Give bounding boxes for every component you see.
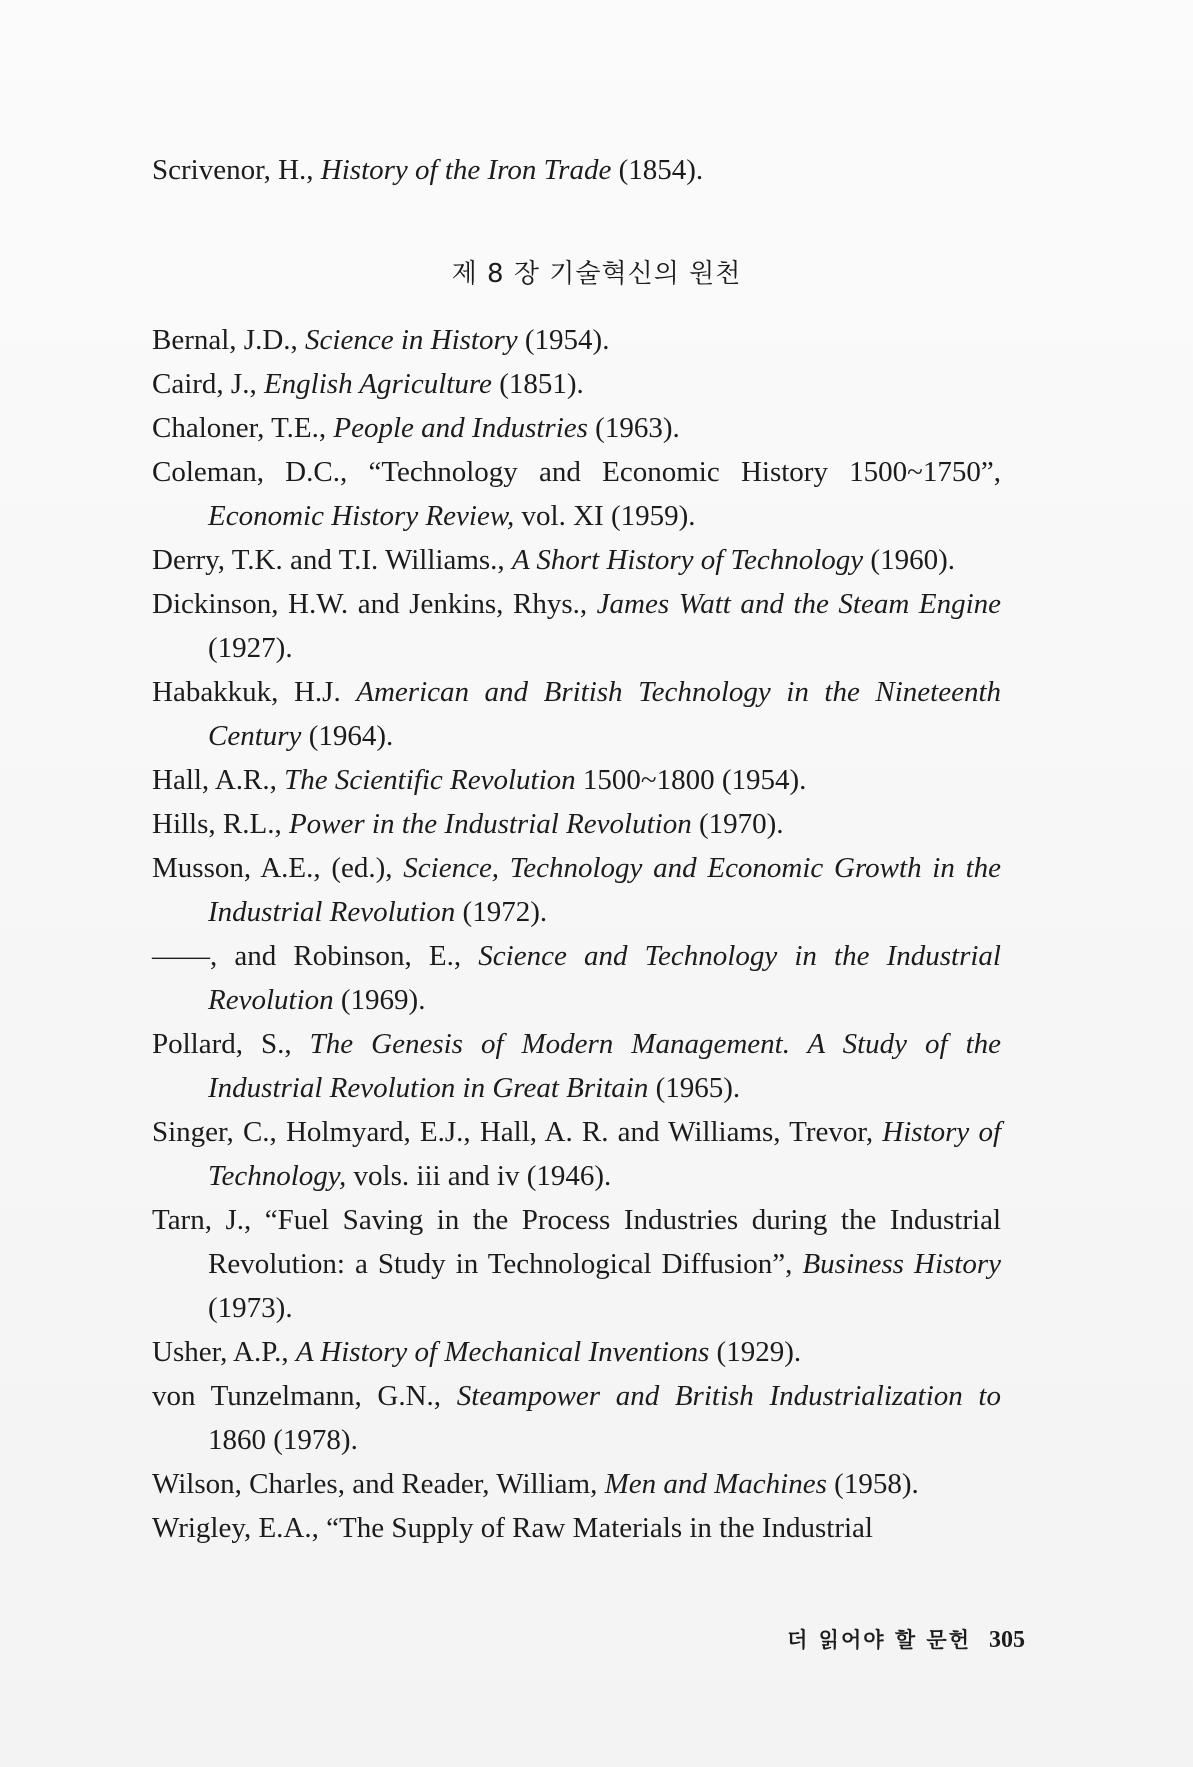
reference-entry — [152, 846, 1001, 934]
ref-title: The Genesis of Modern Management. A Study of the Industrial Revolution in Great Britain — [208, 1028, 1001, 1104]
ref-author: Derry, T.K. and T.I. Williams., — [152, 544, 512, 576]
ref-title: People and Industries — [333, 412, 588, 444]
ref-author: Caird, J., — [152, 368, 264, 400]
ref-rest: (1954). — [517, 324, 610, 356]
ref-author: Tarn, J., “Fuel Saving in the Process Industries during the Industrial Revolution: a Study in Technological Diffusion”, — [152, 1204, 1001, 1280]
ref-author: Pollard, S., — [152, 1028, 310, 1060]
reference-entry — [152, 1374, 1001, 1462]
ref-author: Singer, C., Holmyard, E.J., Hall, A. R. and Williams, Trevor, — [152, 1116, 883, 1148]
ref-rest: (1929). — [709, 1336, 802, 1368]
ref-rest: (1854). — [611, 154, 704, 186]
reference-entry — [152, 934, 1001, 1022]
ref-title: Business History — [802, 1248, 1002, 1280]
ref-author: Chaloner, T.E., — [152, 412, 334, 444]
running-footer-title: 더 읽어야 할 문헌 — [787, 1628, 971, 1652]
reference-entry — [152, 538, 1001, 582]
ref-rest: (1960). — [863, 544, 955, 576]
reference-entry — [152, 582, 1001, 670]
reference-entry — [152, 758, 1001, 802]
ref-title: Science and Technology in the Industrial Revolution — [208, 940, 1001, 1016]
ref-rest: vol. XI (1959). — [514, 500, 696, 532]
ref-rest: vols. iii and iv (1946). — [346, 1160, 612, 1192]
ref-title: A History of Mechanical Inventions — [295, 1336, 710, 1368]
ref-title: History of Technology, — [208, 1116, 1002, 1192]
ref-rest: (1958). — [826, 1468, 919, 1500]
ref-author: Hills, R.L., — [152, 808, 289, 840]
reference-entry — [152, 450, 1001, 538]
ref-title: Power in the Industrial Revolution — [288, 808, 692, 840]
ref-author: Bernal, J.D., — [152, 324, 306, 356]
ref-title: The Scientific Revolution — [284, 764, 576, 796]
reference-entry — [152, 802, 1001, 846]
ref-title: History of the Iron Trade — [320, 154, 612, 186]
ref-title: James Watt and the Steam Engine — [596, 588, 1001, 620]
ref-author: Dickinson, H.W. and Jenkins, Rhys., — [152, 588, 597, 620]
ref-title: Men and Machines — [604, 1468, 827, 1500]
chapter-heading: 제 8 장 기술혁신의 원천 — [451, 259, 742, 289]
ref-title: Economic History Review, — [208, 500, 515, 532]
reference-entry — [152, 406, 1001, 450]
ref-rest: (1969). — [333, 984, 426, 1016]
ref-rest: (1970). — [691, 808, 784, 840]
ref-rest: (1963). — [587, 412, 680, 444]
ref-title: English Agriculture — [263, 368, 492, 400]
ref-rest: (1973). — [208, 1292, 293, 1324]
reference-entry — [152, 318, 1001, 362]
ref-rest: (1965). — [648, 1072, 741, 1104]
ref-author: Wrigley, E.A., “The Supply of Raw Materials in the Industrial — [152, 1512, 873, 1544]
ref-rest: (1972). — [455, 896, 548, 928]
ref-title: Steampower and British Industrialization to — [456, 1380, 1001, 1412]
ref-author: ——, and Robinson, E., — [152, 940, 479, 972]
ref-author: von Tunzelmann, G.N., — [152, 1380, 457, 1412]
reference-entry — [152, 1506, 1001, 1550]
reference-entry-scrivenor — [152, 150, 703, 190]
ref-author: Usher, A.P., — [152, 1336, 296, 1368]
ref-author: Scrivenor, H., — [152, 154, 321, 186]
reference-entry — [152, 670, 1001, 758]
reference-entry — [152, 362, 1001, 406]
ref-rest: 1500~1800 (1954). — [575, 764, 807, 796]
reference-list — [152, 318, 1001, 1550]
ref-title: Science, Technology and Economic Growth in the Industrial Revolution — [208, 852, 1001, 928]
ref-rest: 1860 (1978). — [208, 1424, 358, 1456]
ref-author: Coleman, D.C., “Technology and Economic History 1500~1750”, — [152, 456, 1001, 488]
reference-entry — [152, 1330, 1001, 1374]
reference-entry — [152, 1198, 1001, 1330]
reference-entry — [152, 1022, 1001, 1110]
ref-author: Wilson, Charles, and Reader, William, — [152, 1468, 605, 1500]
page-footer — [787, 1622, 1025, 1658]
reference-entry — [152, 1462, 1001, 1506]
ref-rest: (1851). — [491, 368, 584, 400]
ref-author: Habakkuk, H.J. — [152, 676, 357, 708]
reference-entry — [152, 1110, 1001, 1198]
ref-title: A Short History of Technology — [511, 544, 864, 576]
ref-author: Hall, A.R., — [152, 764, 285, 796]
ref-rest: (1964). — [301, 720, 394, 752]
page-number: 305 — [989, 1627, 1025, 1653]
ref-title: Science in History — [305, 324, 518, 356]
ref-rest: (1927). — [208, 632, 293, 664]
ref-author: Musson, A.E., (ed.), — [152, 852, 404, 884]
ref-title: American and British Technology in the Nineteenth Century — [208, 676, 1001, 752]
